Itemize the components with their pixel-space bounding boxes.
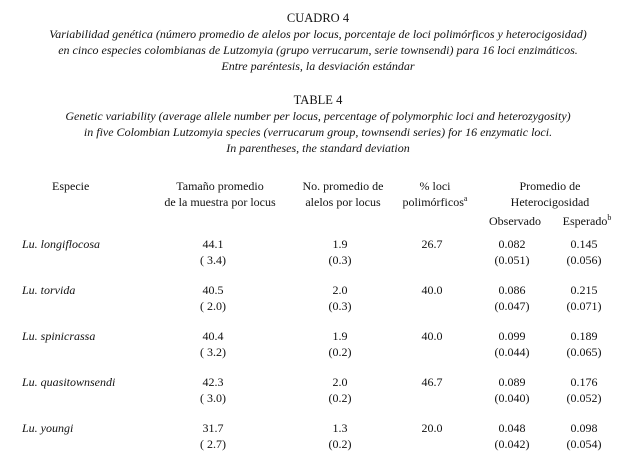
loci-value: 40.0 [421, 329, 443, 343]
observado-sd: (0.051) [494, 253, 530, 267]
tamano-value: 42.3 [202, 375, 224, 389]
header-loci-superscript: a [463, 194, 468, 203]
header-alelos-line-2: alelos por locus [305, 195, 381, 209]
header-loci-line-2 [385, 194, 485, 210]
table-caption-line-3: In parentheses, the standard deviation [226, 141, 410, 155]
cuadro-caption-line-2: en cinco especies colombianas de Lutzomyia (grupo verrucarum, serie townsendi) para 16 loci enzimáticos. [58, 43, 578, 57]
tamano-value: 40.5 [202, 283, 224, 297]
header-especie: Especie [52, 179, 90, 193]
loci-value: 26.7 [421, 237, 443, 251]
header-loci-text: polimórficos [402, 195, 464, 209]
alelos-sd: (0.3) [328, 299, 352, 313]
header-tamano-line-2: de la muestra por locus [164, 195, 276, 209]
header-esperado [552, 213, 622, 229]
alelos-sd: (0.2) [328, 391, 352, 405]
species-name: Lu. youngi [22, 421, 74, 435]
header-loci-line-1: % loci [419, 179, 451, 193]
species-name: Lu. spinicrassa [22, 329, 96, 343]
tamano-value: 40.4 [202, 329, 224, 343]
esperado-sd: (0.056) [566, 253, 602, 267]
tamano-sd: ( 2.0) [200, 299, 226, 313]
alelos-value: 1.3 [332, 421, 348, 435]
tamano-value: 31.7 [202, 421, 224, 435]
esperado-value: 0.145 [570, 237, 598, 251]
loci-value: 20.0 [421, 421, 443, 435]
observado-value: 0.089 [498, 375, 526, 389]
table-caption-line-2: in five Colombian Lutzomyia species (verrucarum group, townsendi series) for 16 enzymatic loci. [83, 125, 553, 139]
tamano-sd: ( 3.4) [200, 253, 226, 267]
esperado-value: 0.098 [570, 421, 598, 435]
alelos-value: 2.0 [332, 283, 348, 297]
esperado-sd: (0.052) [566, 391, 602, 405]
alelos-sd: (0.3) [328, 253, 352, 267]
tamano-sd: ( 2.7) [200, 437, 226, 451]
header-esperado-text: Esperado [562, 214, 608, 228]
table-title: TABLE 4 [293, 93, 343, 107]
esperado-sd: (0.071) [566, 299, 602, 313]
loci-value: 40.0 [421, 283, 443, 297]
esperado-sd: (0.065) [566, 345, 602, 359]
observado-value: 0.048 [498, 421, 526, 435]
alelos-value: 1.9 [332, 237, 348, 251]
esperado-value: 0.176 [570, 375, 598, 389]
species-name: Lu. torvida [22, 283, 76, 297]
species-name: Lu. quasitownsendi [22, 375, 116, 389]
header-alelos-line-1: No. promedio de [302, 179, 384, 193]
tamano-value: 44.1 [202, 237, 224, 251]
observado-value: 0.086 [498, 283, 526, 297]
observado-sd: (0.042) [494, 437, 530, 451]
header-observado: Observado [489, 214, 541, 228]
esperado-sd: (0.054) [566, 437, 602, 451]
esperado-value: 0.189 [570, 329, 598, 343]
species-name: Lu. longiflocosa [22, 237, 101, 251]
cuadro-caption-line-1: Variabilidad genética (número promedio de alelos por locus, porcentaje de loci polimórficos y heterocigosidad) [49, 27, 587, 41]
alelos-value: 2.0 [332, 375, 348, 389]
tamano-sd: ( 3.0) [200, 391, 226, 405]
esperado-value: 0.215 [570, 283, 598, 297]
cuadro-caption-line-3: Entre paréntesis, la desviación estándar [221, 59, 415, 73]
observado-value: 0.099 [498, 329, 526, 343]
alelos-sd: (0.2) [328, 437, 352, 451]
alelos-value: 1.9 [332, 329, 348, 343]
header-tamano-line-1: Tamaño promedio [176, 179, 264, 193]
observado-sd: (0.047) [494, 299, 530, 313]
table-caption-line-1: Genetic variability (average allele number per locus, percentage of polymorphic loci and heterozygosity) [65, 109, 571, 123]
observado-value: 0.082 [498, 237, 526, 251]
header-het-line-2: Heterocigosidad [510, 195, 590, 209]
cuadro-title: CUADRO 4 [286, 11, 350, 25]
tamano-sd: ( 3.2) [200, 345, 226, 359]
observado-sd: (0.044) [494, 345, 530, 359]
header-esperado-superscript: b [607, 213, 612, 222]
alelos-sd: (0.2) [328, 345, 352, 359]
loci-value: 46.7 [421, 375, 443, 389]
observado-sd: (0.040) [494, 391, 530, 405]
header-het-line-1: Promedio de [519, 179, 581, 193]
